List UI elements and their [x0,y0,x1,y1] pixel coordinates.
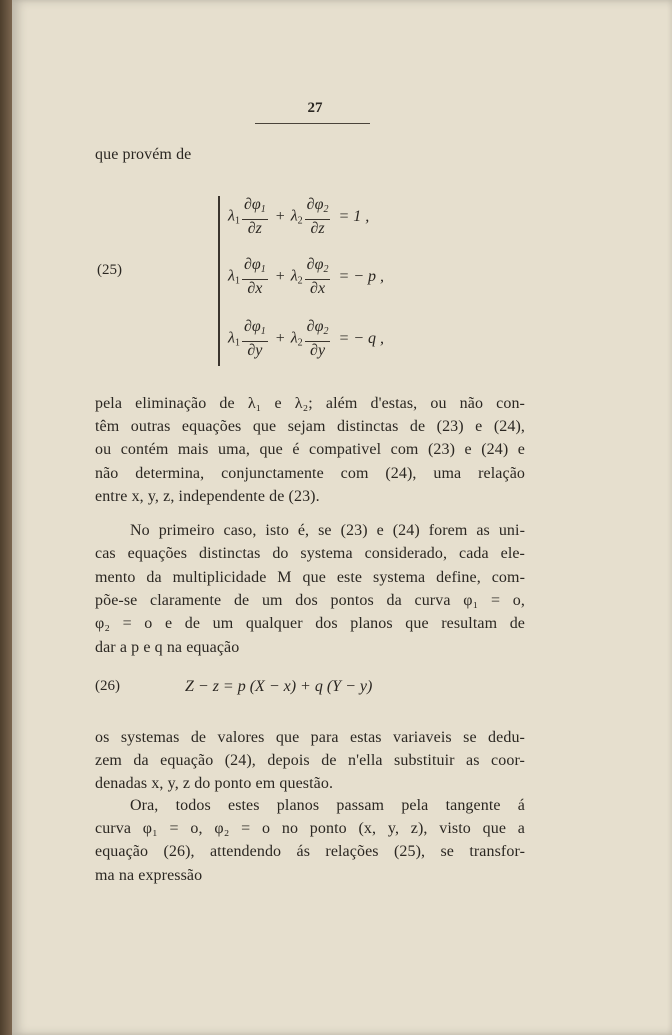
lambda-1-subscript: 1 [234,275,240,287]
lambda-2-subscript: 2 [297,337,303,349]
fraction-1 [242,256,268,298]
text-line: têm outras equações que sejam distinctas de (23) e (24), [95,418,525,436]
lambda-1-subscript: 1 [234,215,240,227]
fraction-2-numerator [305,318,331,342]
fraction-2-denominator: ∂z [310,220,325,237]
fraction-2 [305,256,331,298]
lambda-1-symbol: λ [228,329,235,347]
text-line: entre x, y, z, independente de (23). [95,487,320,505]
fraction-1-numerator-subscript: 1 [260,264,266,275]
text-line: os systemas de valores que para estas variaveis se dedu- [95,729,525,746]
fraction-2-numerator-subscript: 2 [323,264,329,275]
text-line: ma na expressão [95,866,203,884]
fraction-2-numerator-subscript: 2 [323,326,329,337]
fraction-1-numerator-text: ∂φ [243,256,261,273]
fraction-1 [242,318,268,360]
lambda-1-symbol: λ [228,207,235,225]
text-line: curva φ₁ = o, φ₂ = o no ponto (x, y, z), visto que a [95,820,525,838]
intro-line: que provém de [95,146,192,163]
plus-sign: + [275,267,285,285]
fraction-1-numerator [242,318,268,342]
equation-rhs: = 1 , [338,207,370,225]
page-number: 27 [307,100,323,116]
text-line: φ₂ = o e de um qualquer dos planos que resultam de [95,615,525,633]
equation-rhs: = − p , [338,267,385,285]
text-line: mento da multiplicidade M que este systema define, com- [95,568,525,586]
plus-sign: + [275,329,285,347]
fraction-2-numerator-text: ∂φ [306,318,324,335]
fraction-1-numerator-subscript: 1 [260,204,266,215]
text-line: denadas x, y, z do ponto em questão. [95,775,334,793]
text-line: equação (26), attendendo ás relações (25), se transfor- [95,843,525,861]
lambda-2-subscript: 2 [297,215,303,227]
fraction-1-numerator [242,196,268,220]
fraction-2-numerator-text: ∂φ [306,196,324,213]
plus-sign: + [275,207,285,225]
lambda-2-symbol: λ [290,207,298,225]
lambda-2-symbol: λ [290,329,298,347]
fraction-1-numerator-text: ∂φ [243,318,261,335]
equation-25-row [228,256,384,298]
equation-25-label: (25) [97,262,122,278]
lambda-2-symbol: λ [290,267,298,285]
fraction-2-numerator-text: ∂φ [306,256,324,273]
text-line: Ora, todos estes planos passam pela tangente á [130,797,525,814]
lambda-1-subscript: 1 [234,337,240,349]
fraction-2 [305,196,331,238]
text-line: dar a p e q na equação [95,638,240,656]
fraction-2-numerator [305,196,331,220]
equation-25-row [228,196,369,238]
text-line: cas equações distinctas do systema considerado, cada ele- [95,545,525,563]
equation-25-brace [218,196,224,366]
text-line: zem da equação (24), depois de n'ella substituir as coor- [95,752,525,770]
text-line: não determina, conjunctamente com (24), uma relação [95,464,525,482]
fraction-2-denominator: ∂y [310,342,326,359]
text-line: põe-se claramente de um dos pontos da curva φ₁ = o, [95,591,525,609]
fraction-2-numerator [305,256,331,280]
fraction-1 [242,196,268,238]
fraction-2 [305,318,331,360]
text-line: No primeiro caso, isto é, se (23) e (24) forem as uni- [130,522,525,539]
fraction-1-numerator [242,256,268,280]
fraction-1-denominator: ∂z [247,220,262,237]
fraction-1-denominator: ∂x [247,280,263,297]
equation-25-row [228,318,384,360]
text-line: pela eliminação de λ₁ e λ₂; além d'estas, ou não con- [95,395,525,412]
fraction-2-numerator-subscript: 2 [323,204,329,215]
fraction-1-numerator-subscript: 1 [260,326,266,337]
header-rule [255,123,370,124]
text-line: ou contém mais uma, que é compativel com (23) e (24) e [95,441,525,459]
lambda-2-subscript: 2 [297,275,303,287]
fraction-2-denominator: ∂x [310,280,326,297]
equation-26: Z − z = p (X − x) + q (Y − y) [185,678,373,695]
fraction-1-denominator: ∂y [247,342,263,359]
equation-26-label: (26) [95,678,120,694]
fraction-1-numerator-text: ∂φ [243,196,261,213]
book-spine-edge [0,0,12,1035]
lambda-1-symbol: λ [228,267,235,285]
equation-rhs: = − q , [338,329,385,347]
